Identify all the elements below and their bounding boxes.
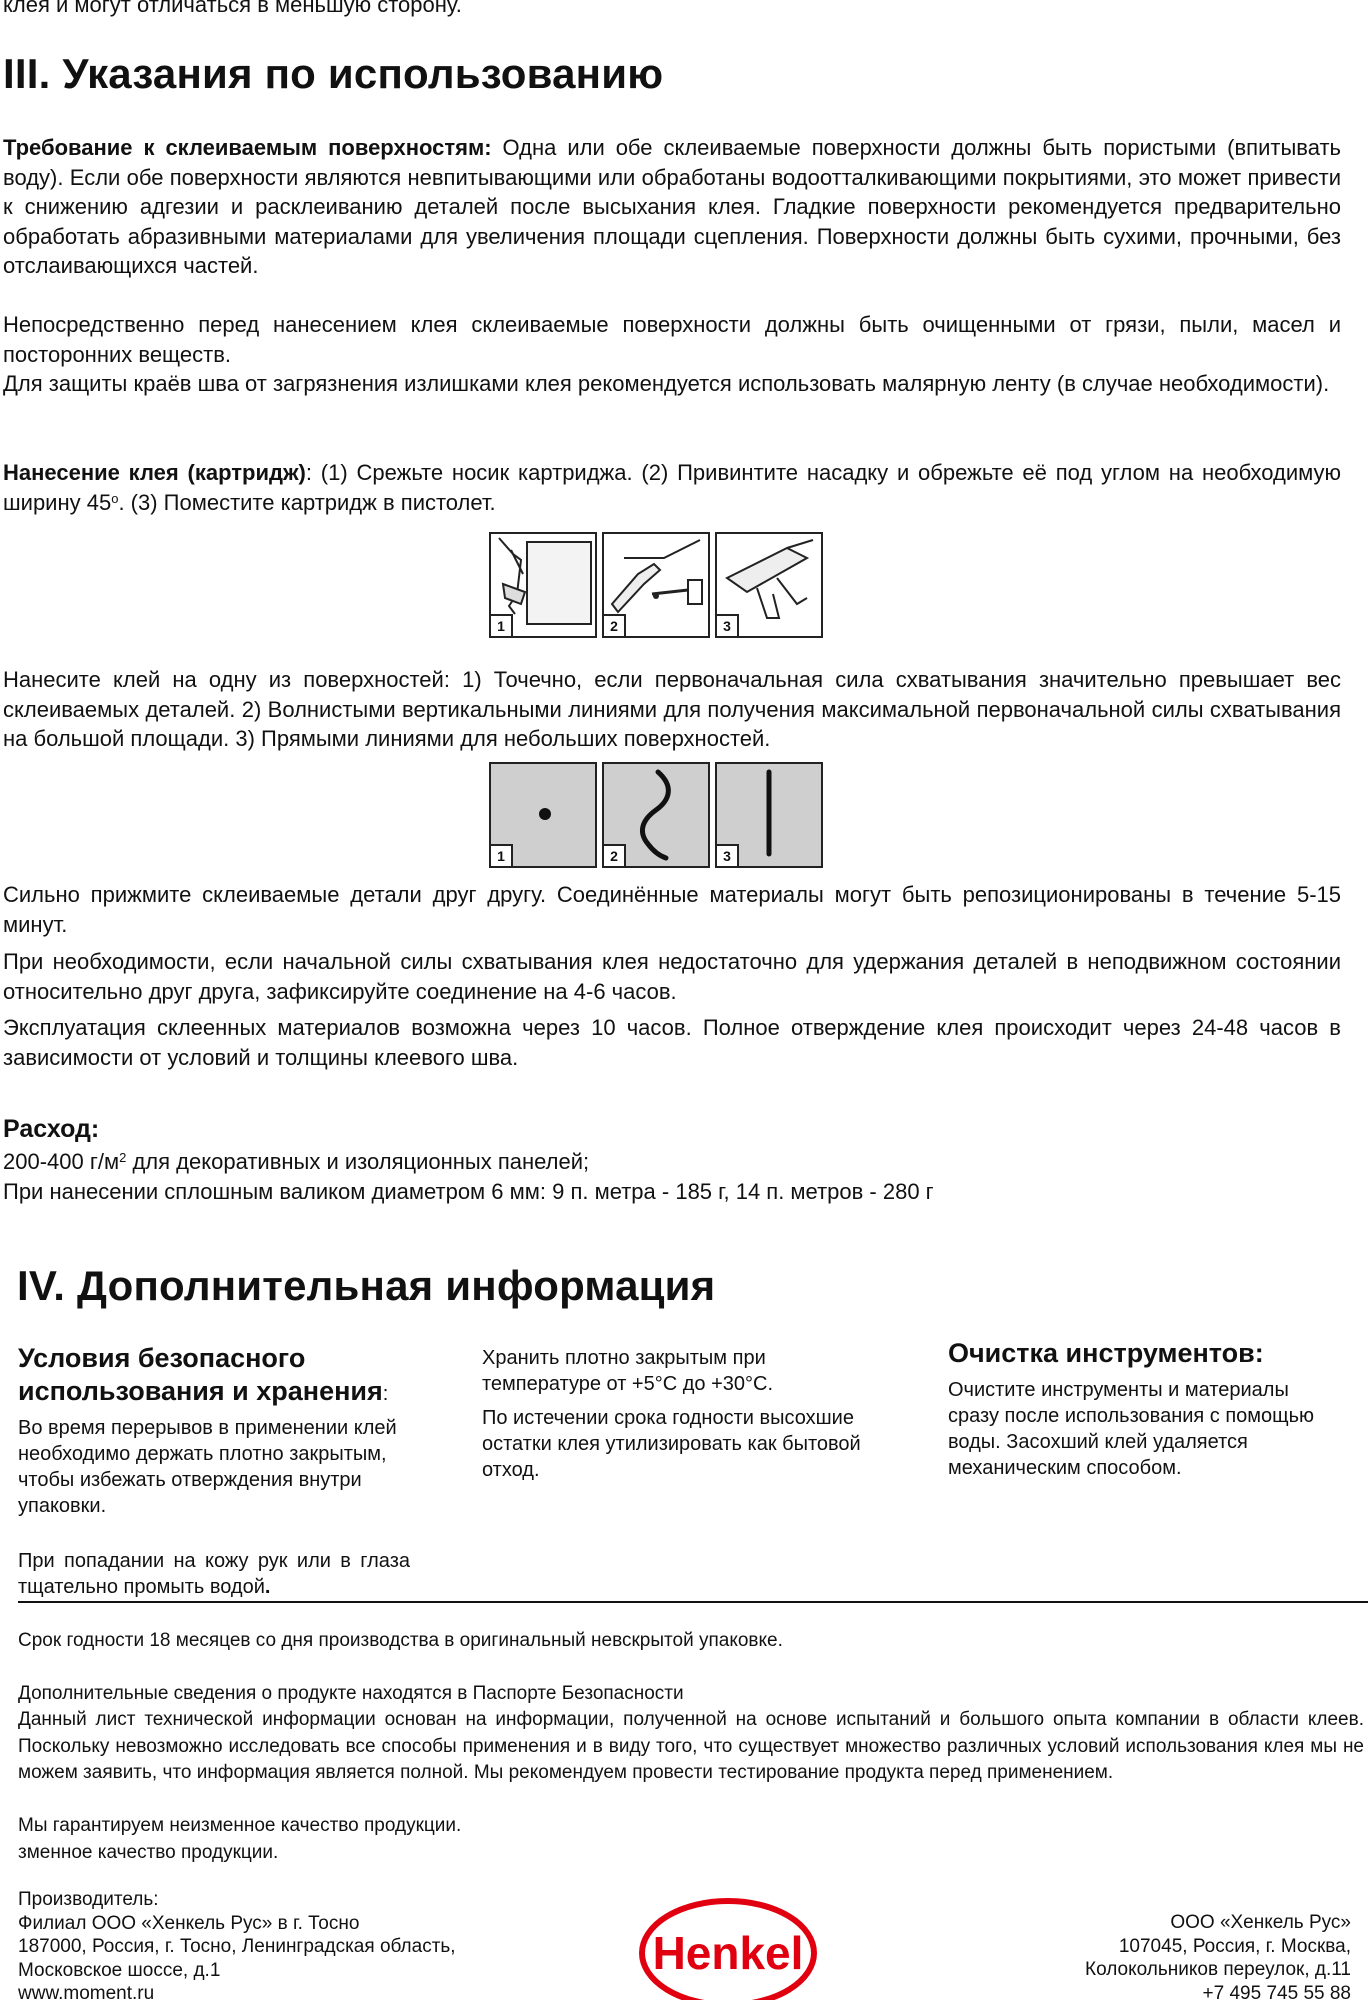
divider (18, 1601, 1368, 1603)
cartridge-steps-figure (489, 532, 823, 638)
apply-paragraph: Нанесите клей на одну из поверхностей: 1) Точечно, если первоначальная сила схватывания значительно превышает вес склеиваемых деталей. 2) Волнистыми вертикальными линиями для получения максимальной первоначальной силы схватывания на большой площади. 3) Прямыми линиями для небольших поверхностей. (3, 667, 1341, 751)
step-insert-gun-image (715, 532, 823, 638)
cartridge-paragraph: Нанесение клея (картридж): (1) Срежьте носик картриджа. (2) Привинтите насадку и обрежьте её под углом на необходимую ширину 45$^o$. (3) Поместите картридж в пистолет. (3, 460, 1341, 515)
manufacturer-line: 187000, Россия, г. Тосно, Ленинградская область, (18, 1936, 456, 1957)
quality-text: Мы гарантируем неизменное качество продукции. (18, 1815, 462, 1836)
safety-breaks-text: Во время перерывов в применении клей необходимо держать плотно закрытым, чтобы избежать отверждения внутри упаковки. (18, 1417, 397, 1517)
step-number: 2 (604, 614, 626, 636)
fix-paragraph: При необходимости, если начальной силы схватывания клея недостаточно для удержания деталей в неподвижном состоянии относительно друг друга, зафиксируйте соединение на 4-6 часов. (3, 949, 1341, 1004)
disposal-text: По истечении срока годности высохшие остатки клея утилизировать как бытовой отход. (482, 1407, 861, 1481)
pattern-number: 2 (604, 844, 626, 866)
safety-skin-text: При попадании на кожу рук или в глаза тщательно промыть водой. (18, 1550, 410, 1598)
degree-mark: o (111, 490, 119, 506)
surfaces-paragraph (3, 133, 1341, 281)
section4-title: IV. Дополнительная информация (17, 1262, 716, 1309)
step-attach-nozzle-image (602, 532, 710, 638)
sds-text: Дополнительные сведения о продукте находятся в Паспорте Безопасности (18, 1683, 684, 1704)
henkel-logo-image (638, 1893, 818, 2000)
clean-paragraph: Непосредственно перед нанесением клея склеиваемые поверхности должны быть очищенными от грязи, пыли, масел и посторонних веществ. (3, 312, 1341, 367)
tool-cleaning-text: Очистите инструменты и материалы сразу после использования с помощью воды. Засохший клей удаляется механическим способом. (948, 1379, 1315, 1479)
cure-paragraph: Эксплуатация склеенных материалов возможна через 10 часов. Полное отверждение клея происходит через 24-48 часов в зависимости от условий и толщины клеевого шва. (3, 1015, 1341, 1070)
pattern-number: 3 (717, 844, 739, 866)
office-line: Колокольников переулок, д.11 (1085, 1959, 1351, 1980)
top-fragment: клея и могут отличаться в меньшую сторону. (3, 0, 462, 17)
dot-pattern-image (489, 762, 597, 868)
office-line: 107045, Россия, г. Москва, (1118, 1935, 1351, 1957)
henkel-logo-text: Henkel (652, 1927, 804, 1979)
step-number: 1 (491, 614, 513, 636)
consumption-line2: При нанесении сплошным валиком диаметром 6 мм: 9 п. метра - 185 г, 14 п. метров - 280 г (3, 1179, 934, 1204)
press-paragraph: Сильно прижмите склеиваемые детали друг другу. Соединённые материалы могут быть репозиционированы в течение 5-15 минут. (3, 882, 1341, 937)
surfaces-label: Требование к склеиваемым поверхностям: (3, 135, 492, 160)
manufacturer-line: Московское шоссе, д.1 (18, 1959, 221, 1981)
wavy-line-pattern-image (602, 762, 710, 868)
pattern-number: 1 (491, 844, 513, 866)
straight-line-pattern-image (715, 762, 823, 868)
consumption-title: Расход: (3, 1115, 100, 1143)
phone-number[interactable]: +7 495 745 55 88 (1202, 1982, 1351, 2004)
disclaimer-text: Данный лист технической информации основан на информации, полученной на основе испытаний и большого опыта компании в области клеев. Поскольку невозможно исследовать все способы применения и в виду того, что существует множество различных условий использования клея мы не можем заявить, что информация является полной. Мы рекомендуем провести тестирование продукта перед применением. (18, 1709, 1364, 1783)
cartridge-label: Нанесение клея (картридж) (3, 460, 306, 485)
surfaces-text: Одна или обе склеиваемые поверхности должны быть пористыми (впитывать воду). Если обе поверхности являются невпитывающими или обработаны водоотталкивающими покрытиями, это может привести к снижению адгезии и расклеиванию деталей после высыхания клея. Гладкие поверхности рекомендуется предварительно обработать абразивными материалами для увеличения площади сцепления. Поверхности должны быть сухими, прочными, без отслаивающихся частей. (3, 135, 1341, 278)
tape-paragraph: Для защиты краёв шва от загрязнения излишками клея рекомендуется использовать малярную ленту (в случае необходимости). (3, 371, 1330, 396)
office-block (1085, 1911, 1351, 2005)
storage-temp-text: Хранить плотно закрытым при температуре от +5°C до +30°C. (482, 1347, 774, 1395)
manufacturer-label: Производитель: (18, 1889, 159, 1910)
website-link[interactable]: www.moment.ru (18, 1983, 155, 2004)
section3-title: III. Указания по использованию (3, 50, 664, 97)
office-line: ООО «Хенкель Рус» (1170, 1912, 1351, 1933)
tool-cleaning-title: Очистка инструментов: (948, 1338, 1264, 1368)
quality-text-duplicate: зменное качество продукции. (18, 1842, 279, 1863)
manufacturer-block (18, 1888, 456, 2006)
step-cut-nozzle-image (489, 532, 597, 638)
safety-storage-title: Условия безопасного использования и хранения: (18, 1343, 389, 1406)
manufacturer-line: Филиал ООО «Хенкель Рус» в г. Тосно (18, 1912, 360, 1934)
application-patterns-figure (489, 762, 823, 868)
henkel-logo (638, 1893, 818, 2000)
consumption-line1: 200-400 $г/м^2$ для декоративных и изоляционных панелей; (3, 1149, 590, 1174)
step-number: 3 (717, 614, 739, 636)
shelf-life-text: Срок годности 18 месяцев со дня производства в оригинальный невскрытой упаковке. (18, 1630, 783, 1651)
